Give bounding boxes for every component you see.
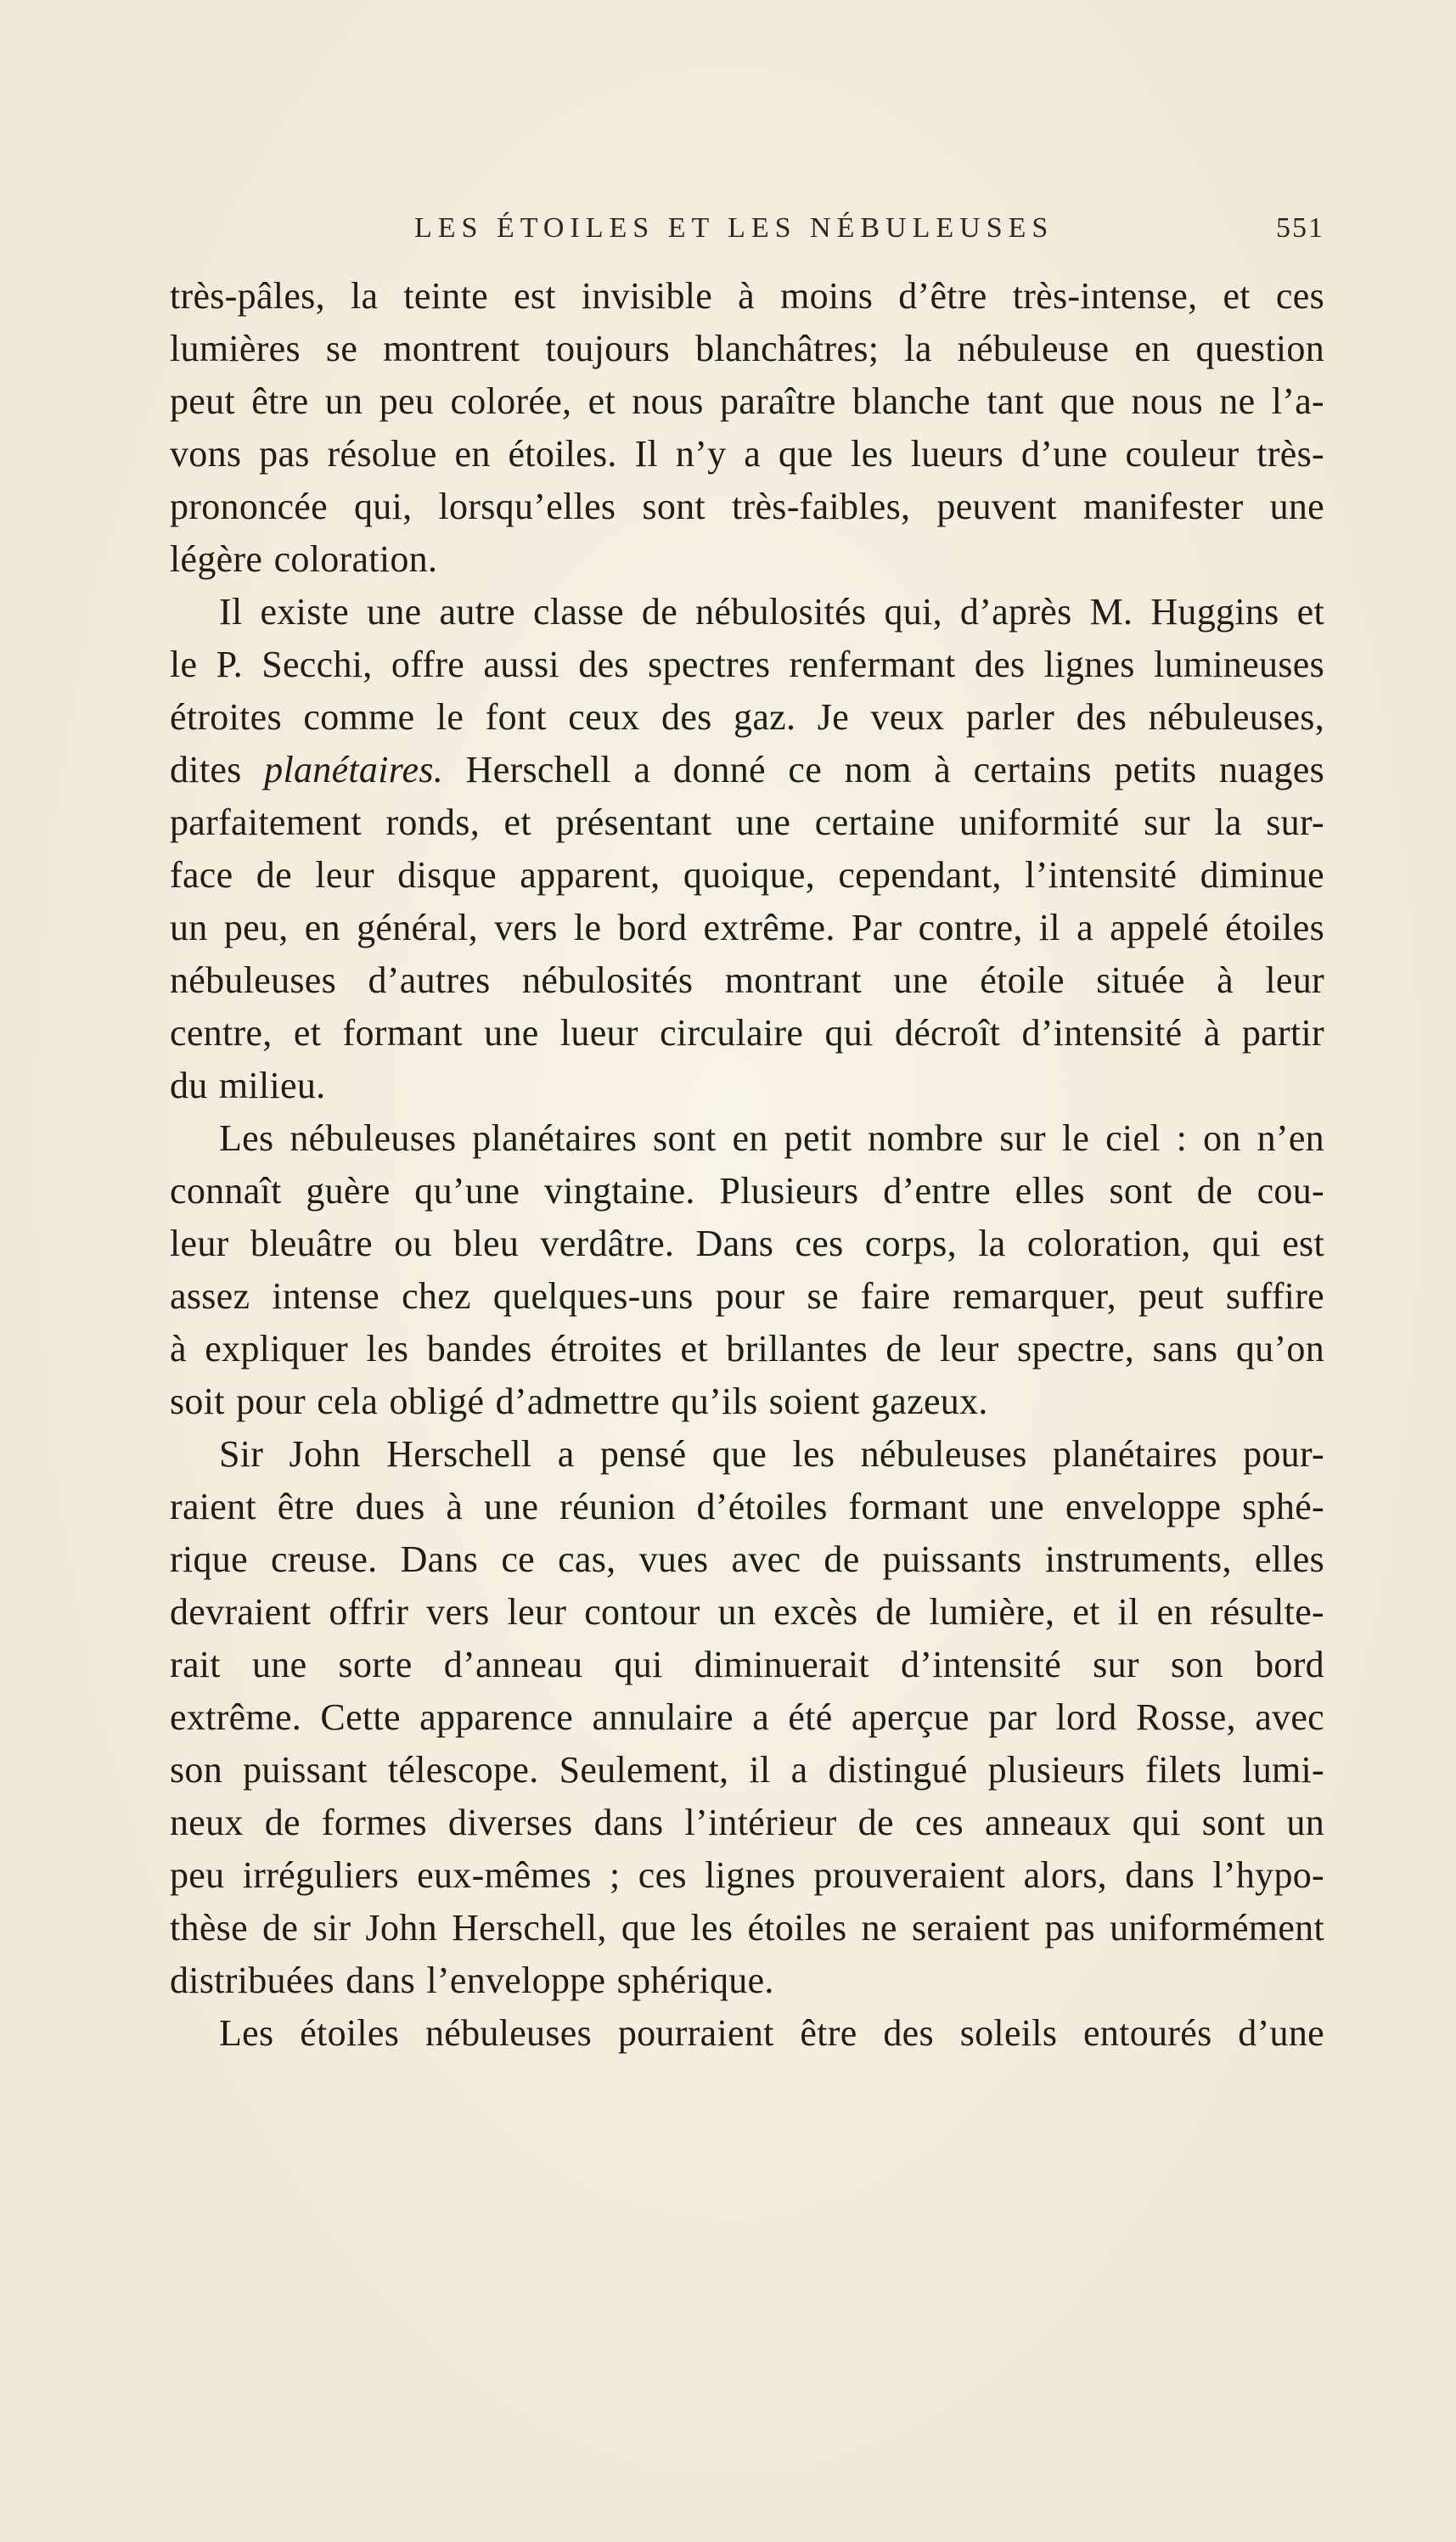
text-line: centre, et formant une lueur circulaire qui décroît d’intensité à partir bbox=[170, 1012, 1324, 1054]
text-line: lumières se montrent toujours blanchâtres; la nébuleuse en question bbox=[170, 328, 1324, 369]
text-line: étroites comme le font ceux des gaz. Je veux parler des nébuleuses, bbox=[170, 696, 1324, 738]
italic-term: planétaires. bbox=[264, 749, 444, 790]
text-line: rait une sorte d’anneau qui diminuerait d’intensité sur son bord bbox=[170, 1644, 1324, 1685]
text-line: connaît guère qu’une vingtaine. Plusieurs d’entre elles sont de cou- bbox=[170, 1170, 1324, 1212]
text-line: extrême. Cette apparence annulaire a été aperçue par lord Rosse, avec bbox=[170, 1696, 1324, 1738]
text-line: devraient offrir vers leur contour un excès de lumière, et il en résulte- bbox=[170, 1591, 1324, 1633]
text-line: du milieu. bbox=[170, 1065, 326, 1106]
body-text bbox=[170, 270, 1324, 2060]
text-line: parfaitement ronds, et présentant une certaine uniformité sur la sur- bbox=[170, 801, 1324, 843]
running-title: LES ÉTOILES ET LES NÉBULEUSES bbox=[414, 212, 1054, 244]
text-line: leur bleuâtre ou bleu verdâtre. Dans ces corps, la coloration, qui est bbox=[170, 1223, 1324, 1264]
text-segment bbox=[443, 749, 466, 790]
text-line: assez intense chez quelques-uns pour se faire remarquer, peut suffire bbox=[170, 1275, 1324, 1317]
text-line: nébuleuses d’autres nébulosités montrant une étoile située à leur bbox=[170, 959, 1324, 1001]
text-segment: dites bbox=[170, 749, 265, 790]
text-line: légère coloration. bbox=[170, 538, 438, 580]
running-head bbox=[170, 212, 1324, 263]
text-line: raient être dues à une réunion d’étoiles formant une enveloppe sphé- bbox=[170, 1486, 1324, 1527]
paragraph-start-line: Les étoiles nébuleuses pourraient être des soleils entourés d’une bbox=[219, 2012, 1324, 2054]
text-line: distribuées dans l’enveloppe sphérique. bbox=[170, 1960, 774, 2001]
paragraph-start-line: Il existe une autre classe de nébulosités qui, d’après M. Huggins et bbox=[219, 591, 1324, 633]
text-line: peut être un peu colorée, et nous paraître blanche tant que nous ne l’a- bbox=[170, 380, 1324, 422]
text-line: thèse de sir John Herschell, que les étoiles ne seraient pas uniformément bbox=[170, 1907, 1324, 1949]
text-line: peu irréguliers eux-mêmes ; ces lignes prouveraient alors, dans l’hypo- bbox=[170, 1854, 1324, 1896]
text-line: le P. Secchi, offre aussi des spectres renfermant des lignes lumineuses bbox=[170, 644, 1324, 685]
paragraph-start-line: Sir John Herschell a pensé que les nébuleuses planétaires pour- bbox=[219, 1433, 1324, 1475]
text-line: vons pas résolue en étoiles. Il n’y a que les lueurs d’une couleur très- bbox=[170, 433, 1324, 475]
text-line: rique creuse. Dans ce cas, vues avec de puissants instruments, elles bbox=[170, 1538, 1324, 1580]
text-line: son puissant télescope. Seulement, il a distingué plusieurs filets lumi- bbox=[170, 1749, 1324, 1791]
text-segment: Herschell a donné ce nom à certains petits nuages bbox=[465, 749, 1324, 790]
text-line-with-italic bbox=[170, 744, 1324, 796]
text-line: face de leur disque apparent, quoique, cependant, l’intensité diminue bbox=[170, 854, 1324, 896]
text-line: très-pâles, la teinte est invisible à moins d’être très-intense, et ces bbox=[170, 275, 1324, 317]
text-line: à expliquer les bandes étroites et brillantes de leur spectre, sans qu’on bbox=[170, 1328, 1324, 1369]
text-line: neux de formes diverses dans l’intérieur de ces anneaux qui sont un bbox=[170, 1802, 1324, 1843]
text-line: soit pour cela obligé d’admettre qu’ils soient gazeux. bbox=[170, 1381, 988, 1422]
paragraph-start-line: Les nébuleuses planétaires sont en petit nombre sur le ciel : on n’en bbox=[219, 1117, 1324, 1159]
text-line: un peu, en général, vers le bord extrême. Par contre, il a appelé étoiles bbox=[170, 907, 1324, 948]
page-number: 551 bbox=[1276, 212, 1324, 244]
text-line: prononcée qui, lorsqu’elles sont très-faibles, peuvent manifester une bbox=[170, 486, 1324, 527]
